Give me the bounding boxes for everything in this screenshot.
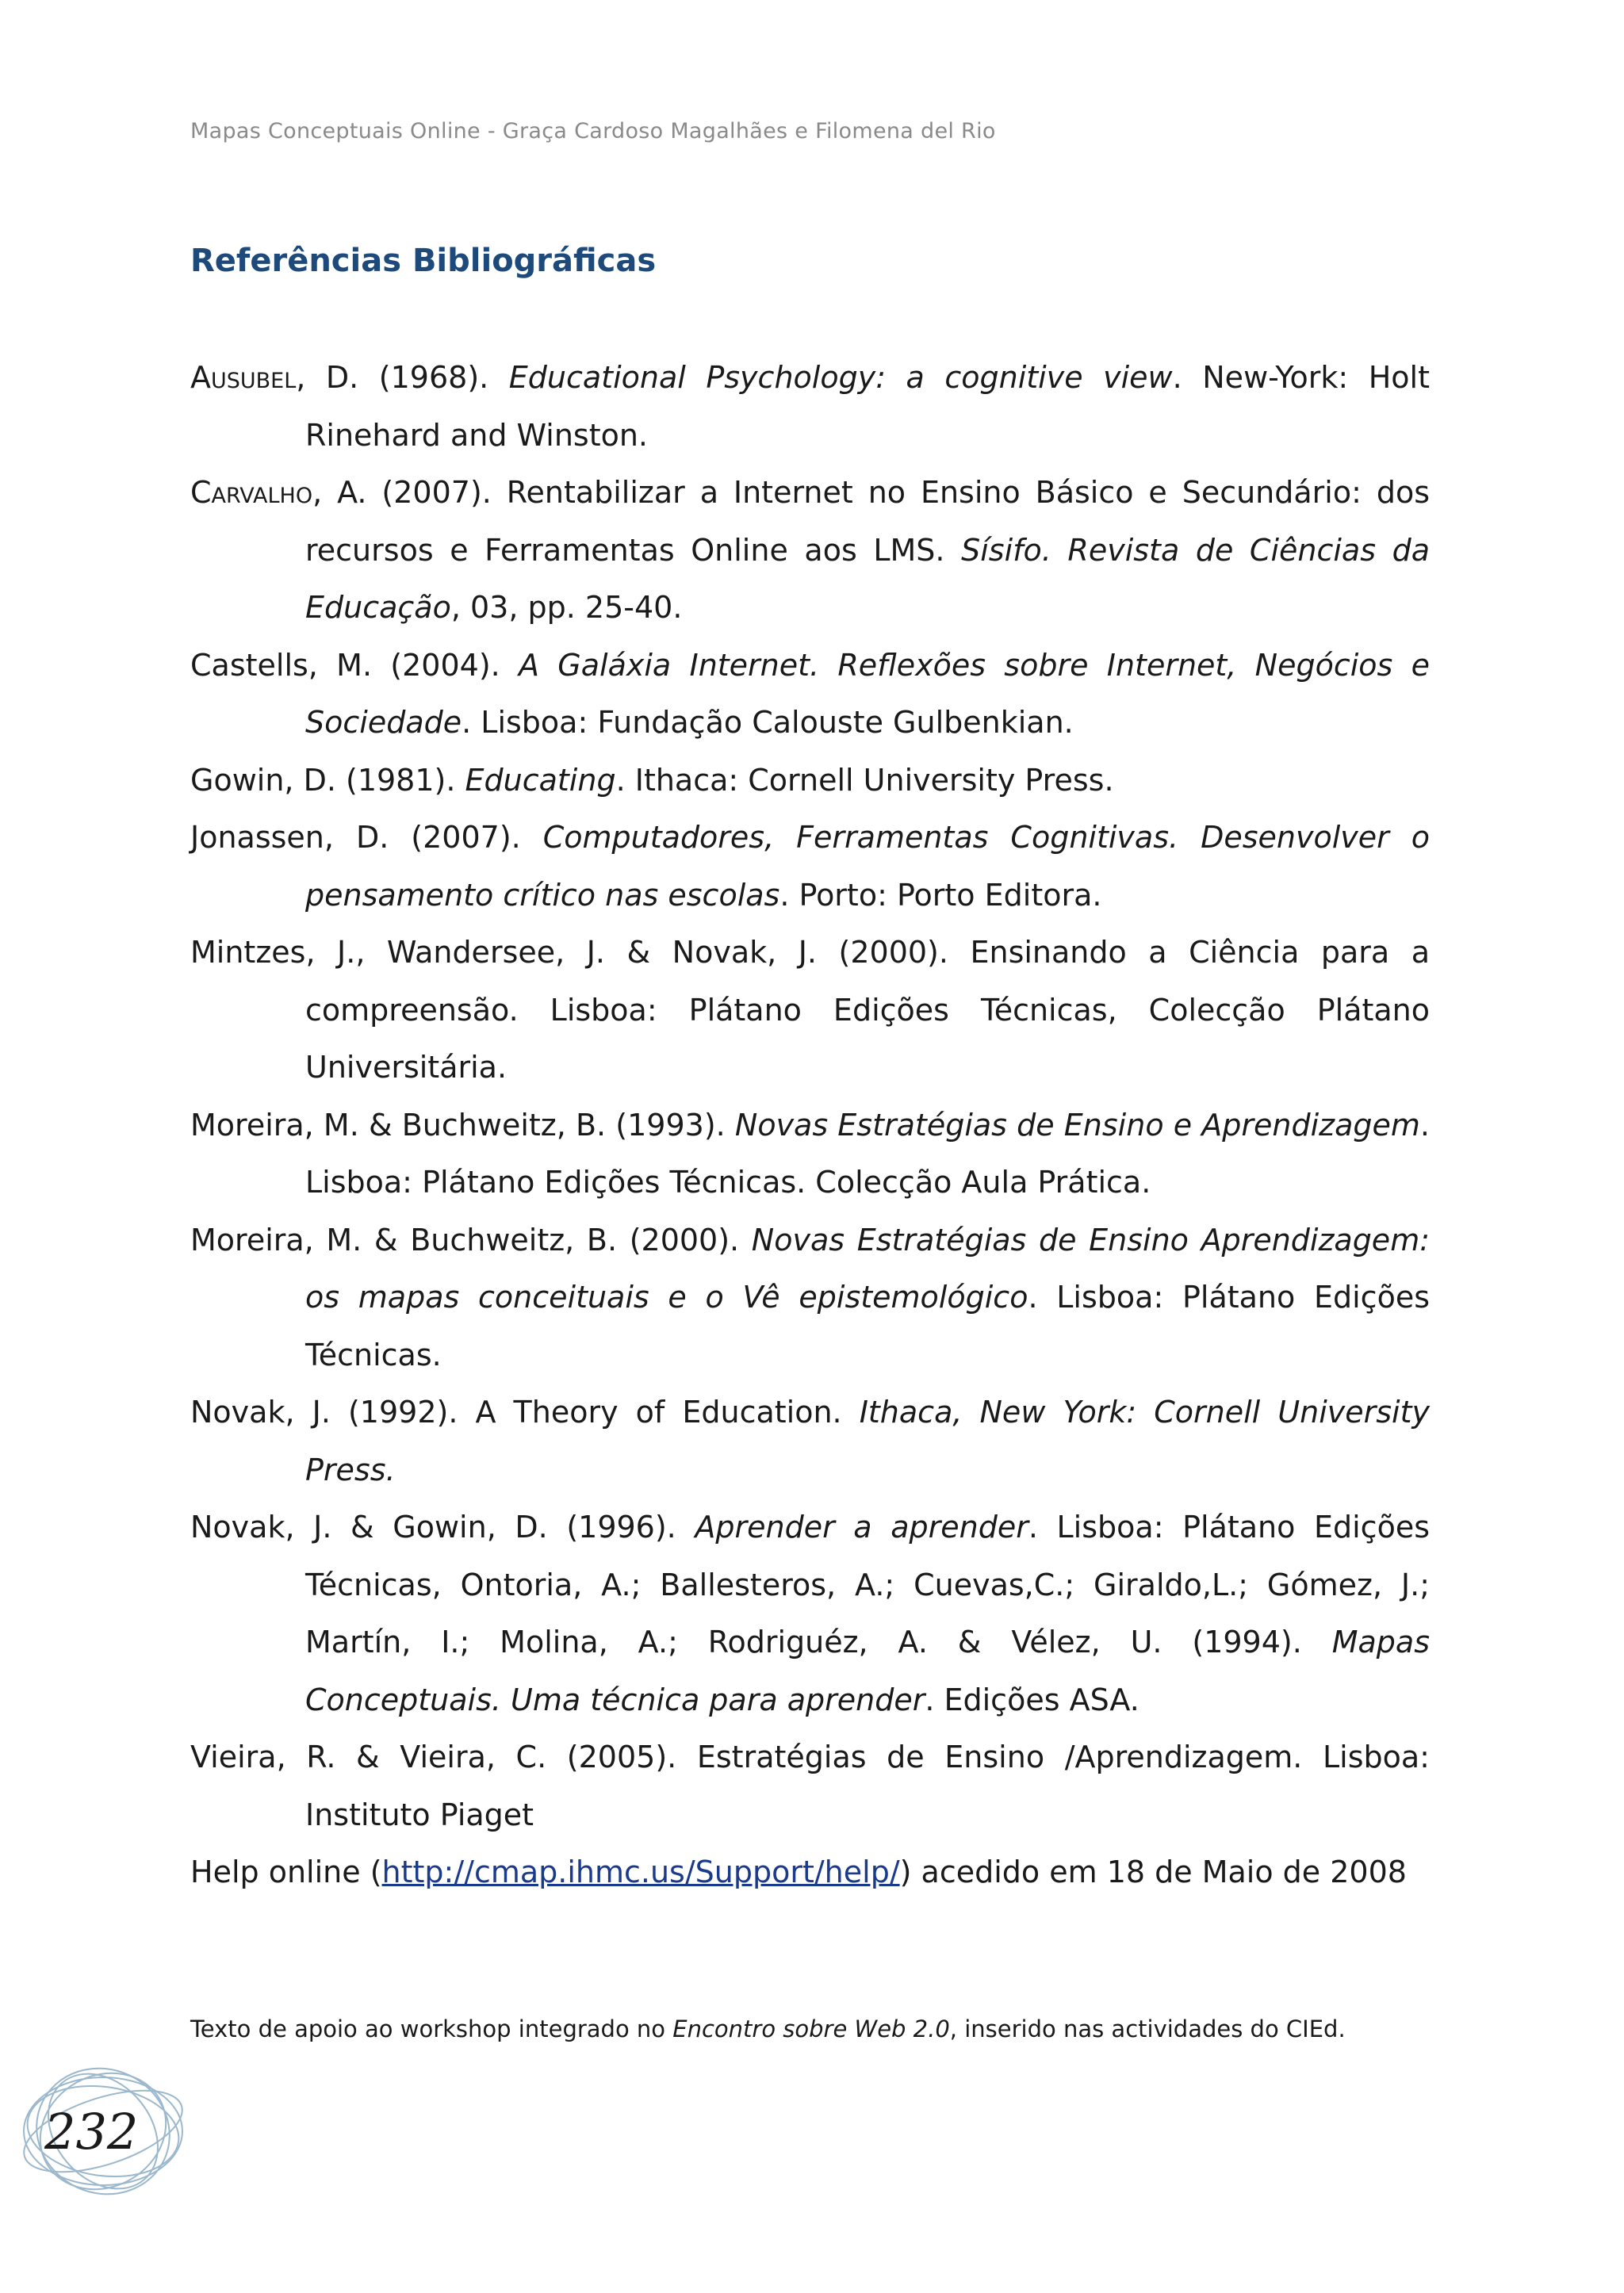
reference-title: Ithaca, New York: Cornell University Press. (305, 1395, 1431, 1487)
running-header: Mapas Conceptuais Online - Graça Cardoso Magalhães e Filomena del Rio (190, 119, 996, 144)
section-title: Referências Bibliográficas (190, 243, 657, 279)
reference-title: Mapas Conceptuais. Uma técnica para aprender (305, 1625, 1430, 1717)
reference-jonassen: Jonassen, D. (2007). Computadores, Ferramentas Cognitivas. Desenvolver o pensamento crítico nas escolas. Porto: Porto Editora. (190, 820, 1431, 913)
reference-title: Aprender a aprender (695, 1510, 1028, 1545)
reference-carvalho: Carvalho, A. (2007). Rentabilizar a Internet no Ensino Básico e Secundário: dos recursos e Ferramentas Online aos LMS. Sísifo. Revista de Ciências da Educação, 03, pp. 25-40. (190, 475, 1431, 625)
reference-author: Carvalho (190, 475, 313, 510)
page-number: 232 (44, 2103, 139, 2161)
reference-list (190, 349, 1430, 1901)
reference-title: Computadores, Ferramentas Cognitivas. Desenvolver o pensamento crítico nas escolas (305, 820, 1431, 913)
reference-mintzes: Mintzes, J., Wandersee, J. & Novak, J. (2000). Ensinando a Ciência para a compreensão. Lisboa: Plátano Edições Técnicas, Colecção Plátano Universitária. (190, 935, 1430, 1085)
reference-moreira-1993: Moreira, M. & Buchweitz, B. (1993). Novas Estratégias de Ensino e Aprendizagem. Lisboa: Plátano Edições Técnicas. Colecção Aula Prática. (190, 1107, 1431, 1200)
reference-castells: Castells, M. (2004). A Galáxia Internet. Reflexões sobre Internet, Negócios e Sociedade. Lisboa: Fundação Calouste Gulbenkian. (190, 647, 1430, 740)
help-online-link[interactable]: http://cmap.ihmc.us/Support/help/ (381, 1855, 900, 1889)
reference-moreira-2000: Moreira, M. & Buchweitz, B. (2000). Novas Estratégias de Ensino Aprendizagem: os mapas conceituais e o Vê epistemológico. Lisboa: Plátano Edições Técnicas. (190, 1222, 1431, 1372)
reference-title: Novas Estratégias de Ensino Aprendizagem: os mapas conceituais e o Vê epistemológico (305, 1222, 1431, 1315)
reference-ausubel: Ausubel, D. (1968). Educational Psychology: a cognitive view. New-York: Holt Rinehard and Winston. (190, 360, 1431, 453)
reference-gowin: Gowin, D. (1981). Educating. Ithaca: Cornell University Press. (190, 762, 1114, 798)
reference-author: Ausubel (190, 360, 297, 395)
reference-title: A Galáxia Internet. Reflexões sobre Internet, Negócios e Sociedade (305, 647, 1430, 740)
reference-vieira: Vieira, R. & Vieira, C. (2005). Estratégias de Ensino /Aprendizagem. Lisboa: Instituto Piaget (190, 1740, 1430, 1832)
reference-help-online: Help online (http://cmap.ihmc.us/Support/help/) acedido em 18 de Maio de 2008 (190, 1855, 1407, 1889)
reference-title: Novas Estratégias de Ensino e Aprendizagem (734, 1107, 1420, 1143)
reference-title: Sísifo. Revista de Ciências da Educação (305, 532, 1431, 625)
reference-title: Educating (465, 762, 616, 798)
reference-novak-gowin: Novak, J. & Gowin, D. (1996). Aprender a aprender. Lisboa: Plátano Edições Técnicas, Ontoria, A.; Ballesteros, A.; Cuevas,C.; Giraldo,L.; Gómez, J.; Martín, I.; Molina, A.; Rodriguéz, A. & Vélez, U. (1994). Mapas Conceptuais. Uma técnica para aprender. Edições ASA. (190, 1510, 1430, 1717)
footnote: Texto de apoio ao workshop integrado no Encontro sobre Web 2.0, inserido nas actividades do CIEd. (190, 2015, 1346, 2042)
reference-title: Educational Psychology: a cognitive view (508, 360, 1173, 395)
reference-novak-1992: Novak, J. (1992). A Theory of Education. Ithaca, New York: Cornell University Press. (190, 1395, 1431, 1487)
